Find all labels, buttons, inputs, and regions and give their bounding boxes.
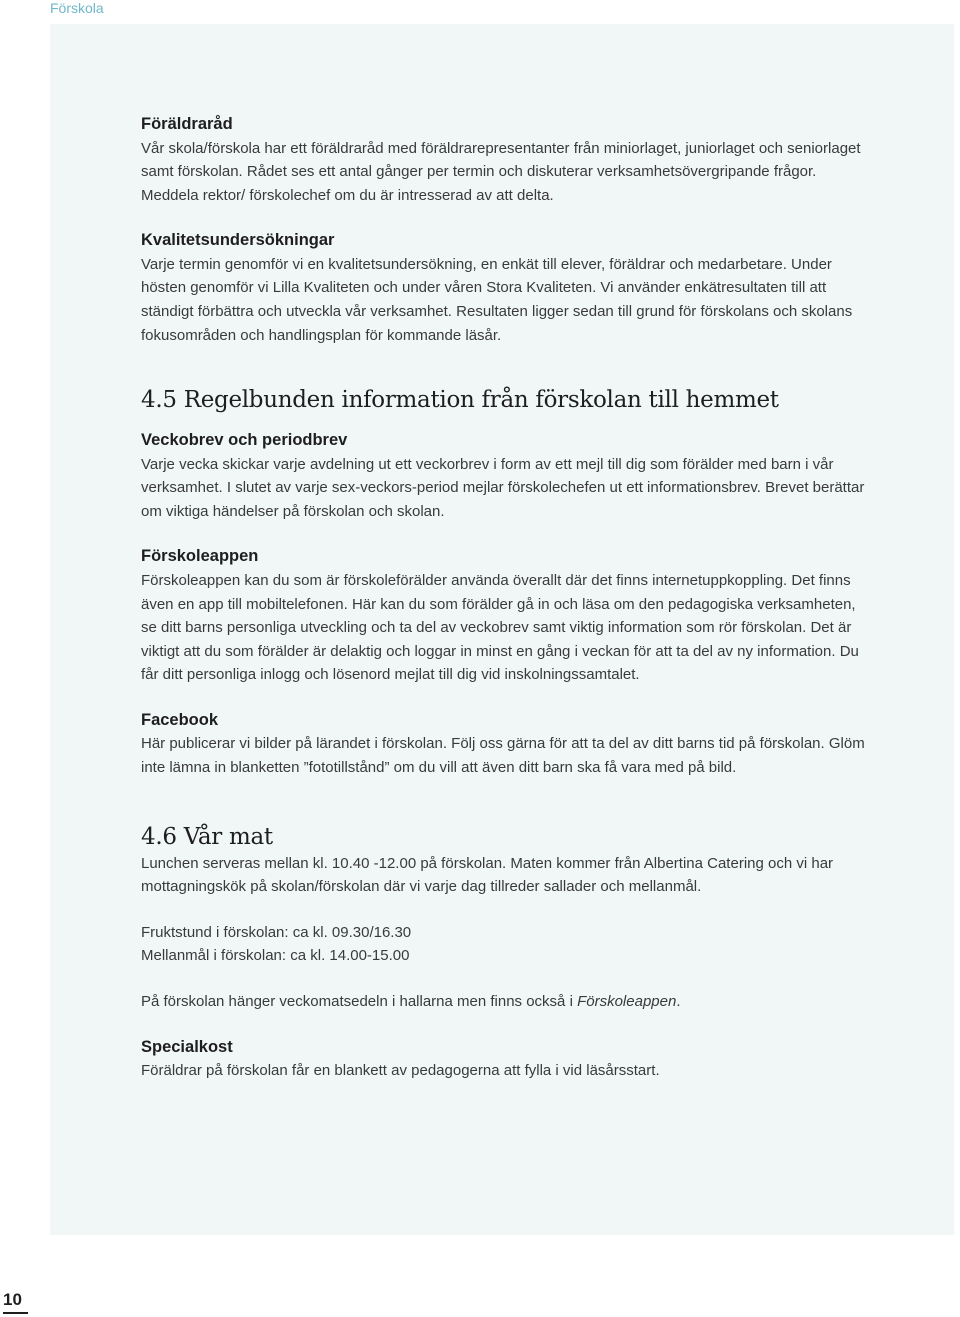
heading-forskoleappen: Förskoleappen bbox=[141, 547, 259, 566]
text-fruktstund: Fruktstund i förskolan: ca kl. 09.30/16.30 bbox=[141, 923, 412, 941]
text-mellanmal: Mellanmål i förskolan: ca kl. 14.00-15.00 bbox=[141, 947, 410, 965]
running-header: Förskola bbox=[50, 0, 104, 16]
heading-veckobrev: Veckobrev och periodbrev bbox=[141, 431, 348, 450]
section-foraldrarad bbox=[141, 113, 866, 207]
page-content bbox=[141, 113, 866, 1083]
section-specialkost bbox=[141, 1036, 866, 1083]
section-forskoleappen bbox=[141, 545, 866, 686]
text-veckomatsedel bbox=[141, 990, 866, 1014]
heading-facebook: Facebook bbox=[141, 710, 219, 729]
heading-kvalitet: Kvalitetsundersökningar bbox=[141, 231, 335, 250]
text-mat: Lunchen serveras mellan kl. 10.40 -12.00 på förskolan. Maten kommer från Albertina Catering och vi har mottagningskök på skolan/förskolan där vi varje dag tillreder sallader och mellanmål. bbox=[141, 854, 834, 896]
page-number: 10 bbox=[3, 1290, 28, 1314]
heading-foraldrarad: Föräldraråd bbox=[141, 115, 233, 133]
veckomatsedel-suffix: . bbox=[676, 992, 681, 1010]
veckomatsedel-prefix: På förskolan hänger veckomatsedeln i hallarna men finns också i bbox=[141, 992, 578, 1010]
text-foraldrarad: Vår skola/förskola har ett föräldraråd med föräldrarepresentanter från miniorlaget, juniorlaget och seniorlaget samt förskolan. Rådet ses ett antal gånger per termin och diskuterar verksamhetsövergripande frågor. Meddela rektor/ förskolechef om du är intresserad av att delta. bbox=[141, 139, 861, 204]
heading-specialkost: Specialkost bbox=[141, 1037, 233, 1056]
section-facebook bbox=[141, 709, 866, 780]
section-mat bbox=[141, 852, 866, 1014]
text-kvalitet: Varje termin genomför vi en kvalitetsundersökning, en enkät till elever, föräldrar och medarbetare. Under hösten genomför vi Lilla Kvaliteten och under våren Stora Kvaliteten. Vi använder enkätresultaten till att ständigt förbättra och utveckla vår verksamhet. Resultaten ligger sedan till grund för förskolans och skolans fokusområden och handlingsplan för kommande läsår. bbox=[141, 255, 853, 344]
section-veckobrev bbox=[141, 429, 866, 523]
heading-4-6: 4.6 Vår mat bbox=[141, 823, 273, 850]
text-facebook: Här publicerar vi bilder på lärandet i förskolan. Följ oss gärna för att ta del av ditt barns tid på förskolan. Glöm inte lämna in blanketten ”fototillstånd” om du vill att även ditt barn ska få vara med på bild. bbox=[141, 735, 865, 776]
text-forskoleappen: Förskoleappen kan du som är förskoleförälder använda överallt där det finns internetuppkoppling. Det finns även en app till mobiltelefonen. Här kan du som förälder gå in och läsa om den pedagogiska verksamheten, se ditt barns personliga utveckling och ta del av veckobrev samt viktig information som rör förskolan. Det är viktigt att du som förälder är delaktig och loggar in minst en gång i veckan för att ta del av ny information. Du får ditt personliga inlogg och lösenord mejlat till dig vid inskolningssamtalet. bbox=[141, 571, 859, 684]
text-veckobrev: Varje vecka skickar varje avdelning ut ett veckorbrev i form av ett mejl till dig som förälder med barn i vår verksamhet. I slutet av varje sex-veckors-period mejlar förskolechefen ut ett informationsbrev. Brevet berättar om viktiga händelser på förskolan och skolan. bbox=[141, 455, 865, 520]
section-kvalitet bbox=[141, 229, 866, 347]
heading-4-5: 4.5 Regelbunden information från förskolan till hemmet bbox=[141, 387, 779, 414]
text-specialkost: Föräldrar på förskolan får en blankett av pedagogerna att fylla i vid läsårsstart. bbox=[141, 1062, 660, 1080]
veckomatsedel-app: Förskoleappen bbox=[577, 992, 677, 1010]
